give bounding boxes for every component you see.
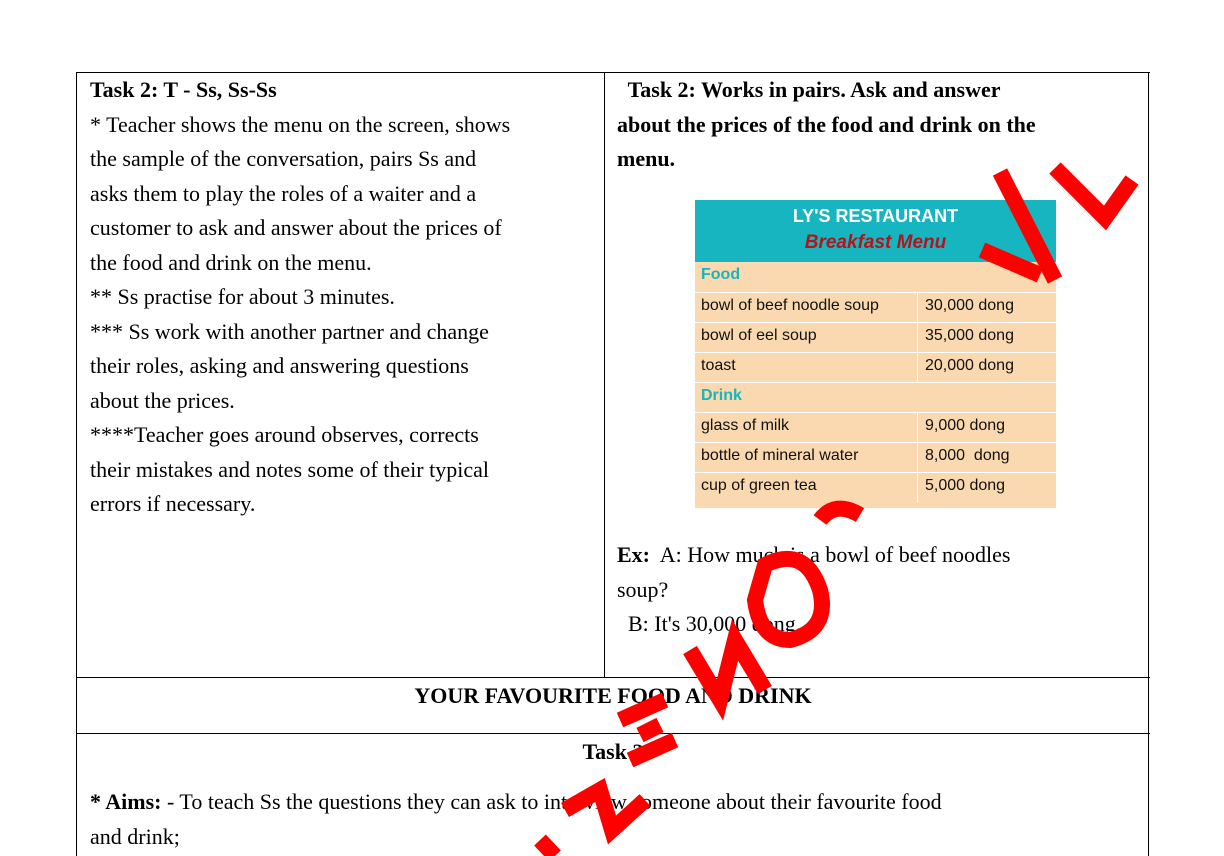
left-line: ****Teacher goes around observes, corrects xyxy=(90,422,479,447)
menu-price: 8,000 dong xyxy=(925,447,1010,464)
right-heading-line: about the prices of the food and drink on the xyxy=(617,111,1036,137)
right-heading-line: Task 2: Works in pairs. Ask and answer xyxy=(617,77,1001,102)
left-line: *** Ss work with another partner and change xyxy=(90,318,489,344)
menu-item: bottle of mineral water xyxy=(701,447,859,464)
left-line: their mistakes and notes some of their typical xyxy=(90,456,489,482)
example-line-a2: soup? xyxy=(617,576,669,602)
aims-label: * Aims: xyxy=(90,789,162,814)
left-line: ** Ss practise for about 3 minutes. xyxy=(90,284,395,309)
left-line: their roles, asking and answering questions xyxy=(90,353,469,378)
breakfast-menu-image xyxy=(695,200,1056,508)
menu-price: 5,000 dong xyxy=(925,477,1006,494)
aims-paragraph xyxy=(90,785,1140,854)
cell-divider xyxy=(917,323,918,353)
cell-divider xyxy=(917,353,918,383)
menu-price: 35,000 dong xyxy=(925,327,1014,344)
left-line: errors if necessary. xyxy=(90,491,256,516)
example-conversation xyxy=(617,538,1142,642)
right-heading-line: menu. xyxy=(617,146,676,171)
menu-item: bowl of beef noodle soup xyxy=(701,297,879,314)
menu-item: toast xyxy=(701,357,736,374)
menu-item: cup of green tea xyxy=(701,477,817,494)
row-divider-2 xyxy=(76,733,1150,734)
menu-price: 20,000 dong xyxy=(925,357,1014,374)
cell-divider xyxy=(917,443,918,473)
row-divider-1 xyxy=(76,677,1150,678)
left-cell-heading: Task 2: T - Ss, Ss-Ss xyxy=(90,77,277,102)
left-line: about the prices. xyxy=(90,387,235,413)
menu-row xyxy=(695,322,1056,352)
menu-section-food xyxy=(695,262,1056,292)
menu-body xyxy=(695,262,1056,508)
cell-divider xyxy=(917,293,918,323)
right-cell-heading xyxy=(617,73,1142,177)
example-line-b: B: It's 30,000 dong. xyxy=(617,611,802,636)
left-line: customer to ask and answer about the prices of xyxy=(90,215,502,240)
column-divider xyxy=(604,72,605,678)
menu-header xyxy=(695,200,1056,262)
watermark-letter xyxy=(820,509,860,520)
menu-row xyxy=(695,472,1056,502)
menu-title: LY'S RESTAURANT xyxy=(792,206,959,226)
aims-text: - To teach Ss the questions they can ask to interview someone about their favourite food xyxy=(161,789,942,814)
menu-row xyxy=(695,292,1056,322)
food-section-label: Food xyxy=(701,266,741,283)
menu-row xyxy=(695,412,1056,442)
cell-divider xyxy=(917,473,918,503)
example-line-a: A: How much is a bowl of beef noodles xyxy=(650,542,1011,567)
section-title: YOUR FAVOURITE FOOD AND DRINK xyxy=(414,683,812,708)
example-label: Ex: xyxy=(617,542,650,567)
task3-title: Task 3 xyxy=(582,739,644,764)
menu-row xyxy=(695,442,1056,472)
menu-item: bowl of eel soup xyxy=(701,327,817,344)
drink-section-label: Drink xyxy=(701,387,742,404)
menu-item: glass of milk xyxy=(701,417,790,434)
cell-divider xyxy=(917,413,918,443)
left-line: the sample of the conversation, pairs Ss and xyxy=(90,146,477,171)
left-line: asks them to play the roles of a waiter and a xyxy=(90,180,477,206)
left-cell xyxy=(90,73,600,522)
menu-section-drink xyxy=(695,382,1056,412)
left-line: * Teacher shows the menu on the screen, shows xyxy=(90,111,511,137)
menu-subtitle: Breakfast Menu xyxy=(804,232,947,253)
menu-price: 9,000 dong xyxy=(925,417,1006,434)
aims-text-continued: and drink; xyxy=(90,823,180,849)
menu-row xyxy=(695,352,1056,382)
left-line: the food and drink on the menu. xyxy=(90,249,372,275)
menu-price: 30,000 dong xyxy=(925,297,1014,314)
